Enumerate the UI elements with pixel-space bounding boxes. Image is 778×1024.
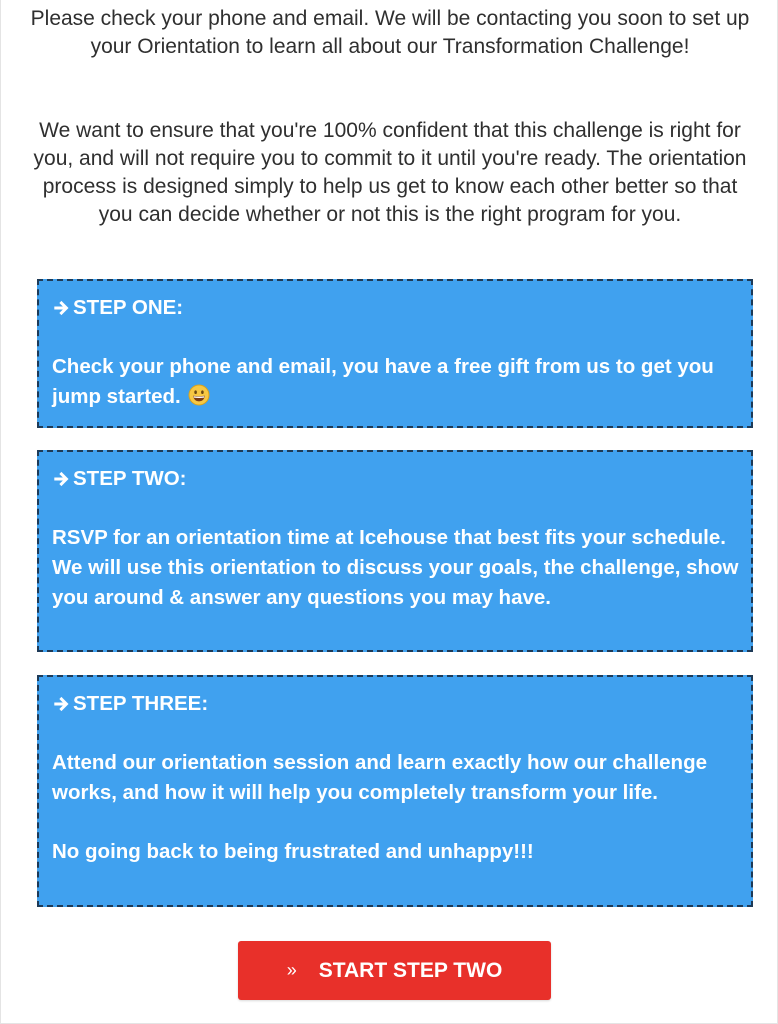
step-three-text: Attend our orientation session and learn exactly how our challenge works, and how it will help you completely transform your life.	[52, 751, 707, 804]
step-one-title: STEP ONE:	[73, 296, 184, 319]
step-two-title: STEP TWO:	[73, 467, 187, 490]
arrow-right-icon	[52, 470, 71, 488]
start-step-two-button[interactable]	[238, 941, 551, 1000]
step-one-text: Check your phone and email, you have a free gift from us to get you jump started.	[52, 355, 714, 408]
step-two-box	[37, 450, 753, 652]
arrow-right-icon	[52, 299, 71, 317]
step-one-heading	[52, 293, 739, 323]
intro-paragraph-contact: Please check your phone and email. We will be contacting you soon to set up your Orientation to learn all about our Transformation Challenge!	[30, 7, 750, 58]
step-two-heading	[52, 464, 739, 494]
step-three-closing-text: No going back to being frustrated and unhappy!!!	[52, 840, 534, 863]
step-three-title: STEP THREE:	[73, 692, 209, 715]
grinning-face-icon	[188, 384, 210, 406]
intro-paragraph-confidence: We want to ensure that you're 100% confident that this challenge is right for you, and will not require you to commit to it until you're ready. The orientation process is designed simply to help us get to know each other better so that you can decide whether or not this is the right program for you.	[33, 119, 747, 226]
double-chevron-right-icon: »	[286, 960, 297, 980]
step-one-box	[37, 279, 753, 428]
step-three-heading	[52, 689, 739, 719]
start-step-two-label: START STEP TWO	[318, 958, 503, 982]
arrow-right-icon	[52, 695, 71, 713]
step-two-text: RSVP for an orientation time at Icehouse that best fits your schedule. We will use this orientation to discuss your goals, the challenge, show you around & answer any questions you may have.	[52, 526, 739, 609]
step-three-box	[37, 675, 753, 907]
